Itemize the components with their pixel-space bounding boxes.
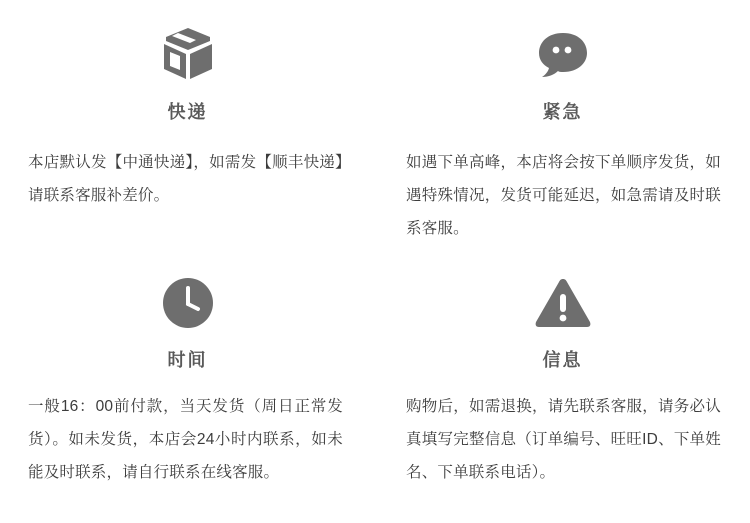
notice-body: 购物后，如需退换，请先联系客服，请务必认真填写完整信息（订单编号、旺旺ID、下单姓名、下单联系电话）。 [406,398,721,481]
notice-title: 信息 [542,350,583,370]
notice-title: 快递 [167,102,208,122]
warning-triangle-icon [532,272,594,334]
notice-body: 一般16：00前付款，当天发货（周日正常发货）。如未发货，本店会24小时内联系，如未能及时联系，请自行联系在线客服。 [28,398,343,481]
notice-title: 紧急 [542,102,583,122]
notice-body: 如遇下单高峰，本店将会按下单顺序发货，如遇特殊情况，发货可能延迟，如急需请及时联系客服。 [406,154,721,237]
package-box-icon [157,24,219,86]
notice-title: 时间 [167,350,208,370]
notice-card-urgent [375,18,750,266]
notice-card-time [0,266,375,514]
notice-card-info [375,266,750,514]
notice-body: 本店默认发【中通快递】，如需发【顺丰快递】请联系客服补差价。 [28,154,343,204]
megaphone-urgent-icon [532,24,594,86]
clock-time-icon [157,272,219,334]
notice-card-express [0,18,375,266]
